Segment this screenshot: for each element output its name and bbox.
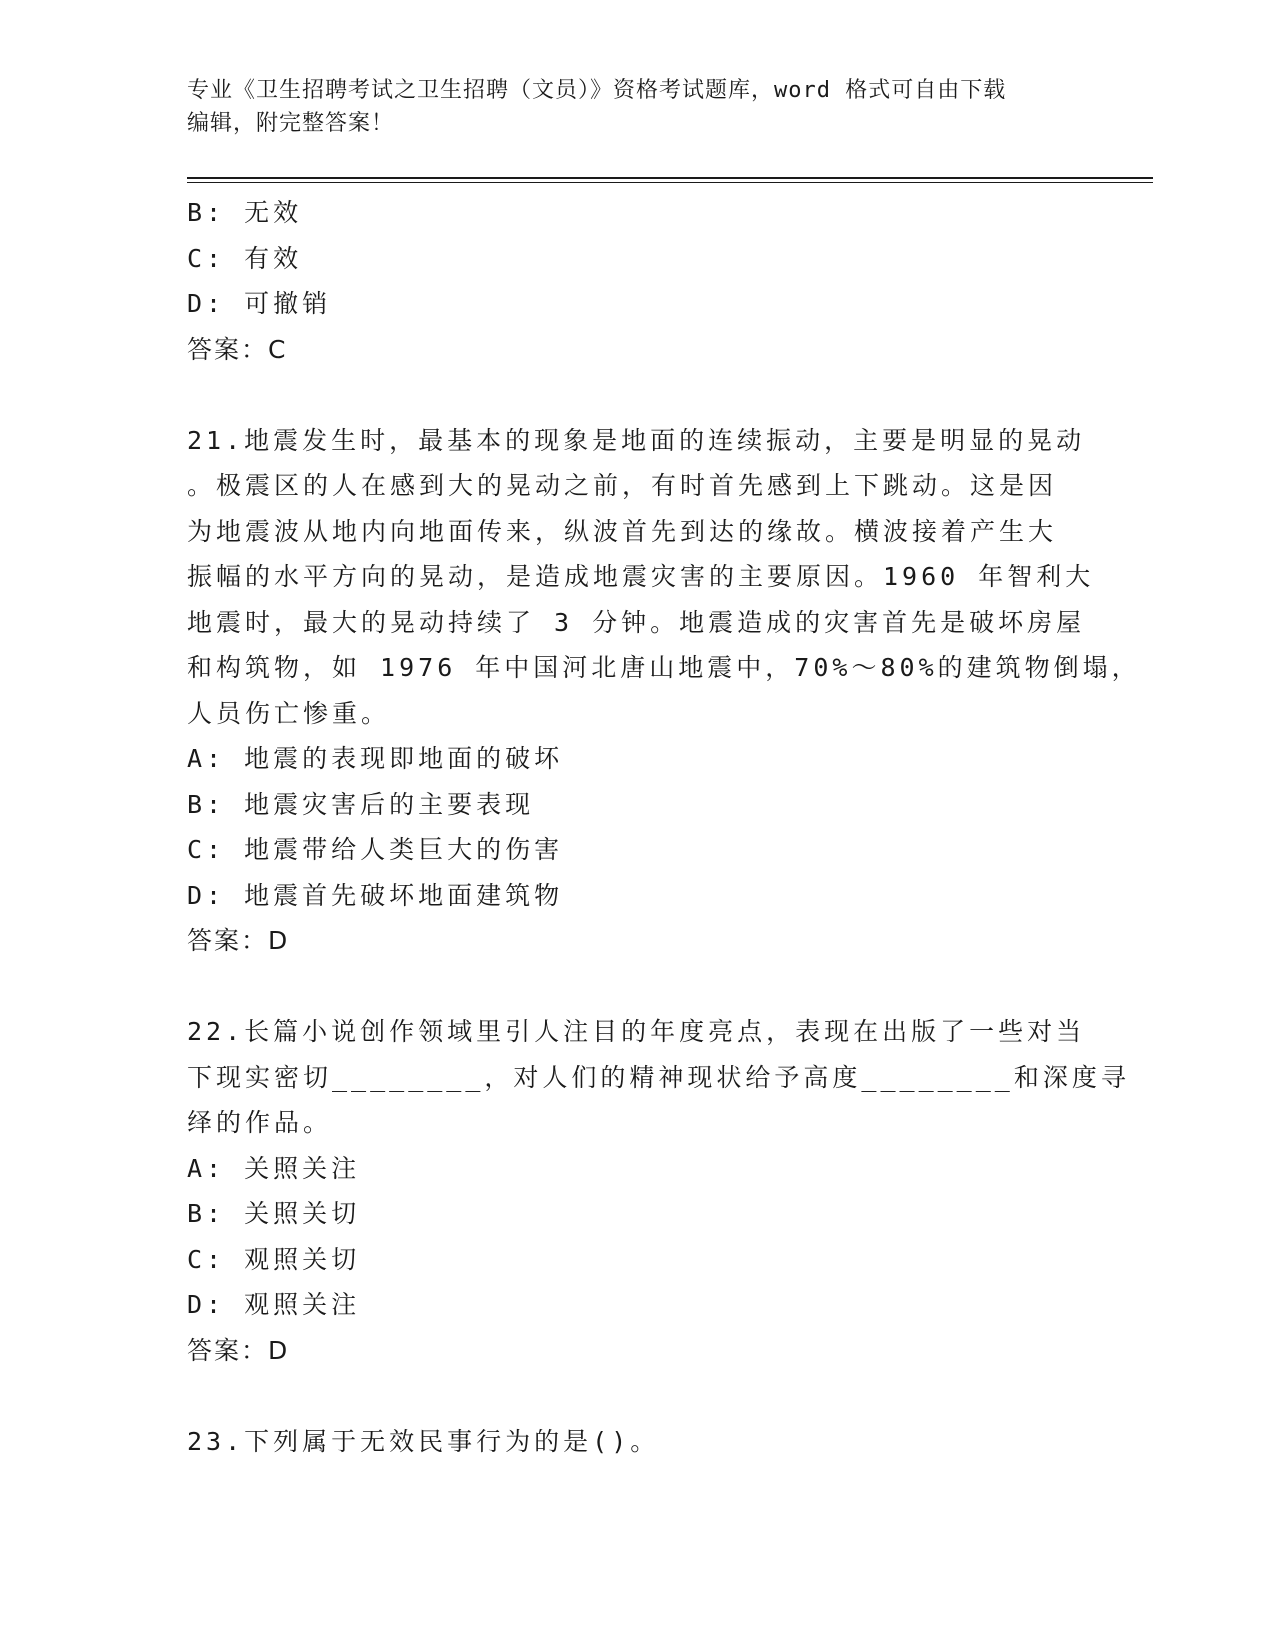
header-line-1: 专业《卫生招聘考试之卫生招聘（文员）》资格考试题库，word 格式可自由下载	[187, 78, 1007, 103]
option-a: A: 地震的表现即地面的破坏	[187, 744, 564, 773]
question-21-text-line: 振幅的水平方向的晃动，是造成地震灾害的主要原因。1960 年智利大	[187, 562, 1095, 591]
document-header	[187, 74, 1087, 140]
header-divider-thin	[187, 182, 1153, 183]
header-line-2: 编辑，附完整答案！	[187, 111, 395, 136]
question-23	[187, 1419, 1087, 1465]
document-body	[187, 190, 1141, 1464]
question-23-text-line: 23.下列属于无效民事行为的是()。	[187, 1426, 660, 1456]
option-c: C: 地震带给人类巨大的伤害	[187, 835, 564, 864]
question-21	[187, 418, 1141, 964]
question-22-text-line: 下现实密切________，对人们的精神现状给予高度________和深度寻	[187, 1062, 1130, 1092]
question-21-text-line: 。极震区的人在感到大的晃动之前，有时首先感到上下跳动。这是因	[187, 471, 1058, 500]
option-d: D: 观照关注	[187, 1290, 361, 1319]
question-21-text-line: 人员伤亡惨重。	[187, 698, 391, 728]
option-a: A: 关照关注	[187, 1153, 361, 1183]
option-d: D: 地震首先破坏地面建筑物	[187, 880, 564, 910]
option-b: B: 地震灾害后的主要表现	[187, 789, 535, 819]
option-c: C: 观照关切	[187, 1244, 361, 1274]
answer-line: 答案：D	[187, 926, 290, 955]
spacer	[187, 964, 1087, 1010]
option-b: B: 无效	[187, 198, 303, 227]
question-21-text-line: 21.地震发生时，最基本的现象是地面的连续振动，主要是明显的晃动	[187, 425, 1086, 455]
answer-line: 答案：D	[187, 1335, 290, 1365]
prev-question-block	[187, 190, 1087, 372]
question-22-text-line: 绎的作品。	[187, 1108, 333, 1137]
spacer	[187, 1373, 1087, 1419]
answer-line: 答案：C	[187, 334, 288, 364]
option-c: C: 有效	[187, 243, 303, 273]
question-22	[187, 1009, 1130, 1373]
option-d: D: 可撤销	[187, 289, 332, 318]
question-21-text-line: 地震时，最大的晃动持续了 3 分钟。地震造成的灾害首先是破坏房屋	[187, 607, 1086, 637]
question-21-text-line: 为地震波从地内向地面传来，纵波首先到达的缘故。横波接着产生大	[187, 516, 1058, 546]
question-21-text-line: 和构筑物，如 1976 年中国河北唐山地震中，70%～80%的建筑物倒塌，	[187, 653, 1141, 682]
option-b: B: 关照关切	[187, 1199, 361, 1228]
spacer	[187, 372, 1087, 418]
question-22-text-line: 22.长篇小说创作领域里引人注目的年度亮点，表现在出版了一些对当	[187, 1017, 1086, 1046]
header-divider-thick	[187, 177, 1153, 179]
